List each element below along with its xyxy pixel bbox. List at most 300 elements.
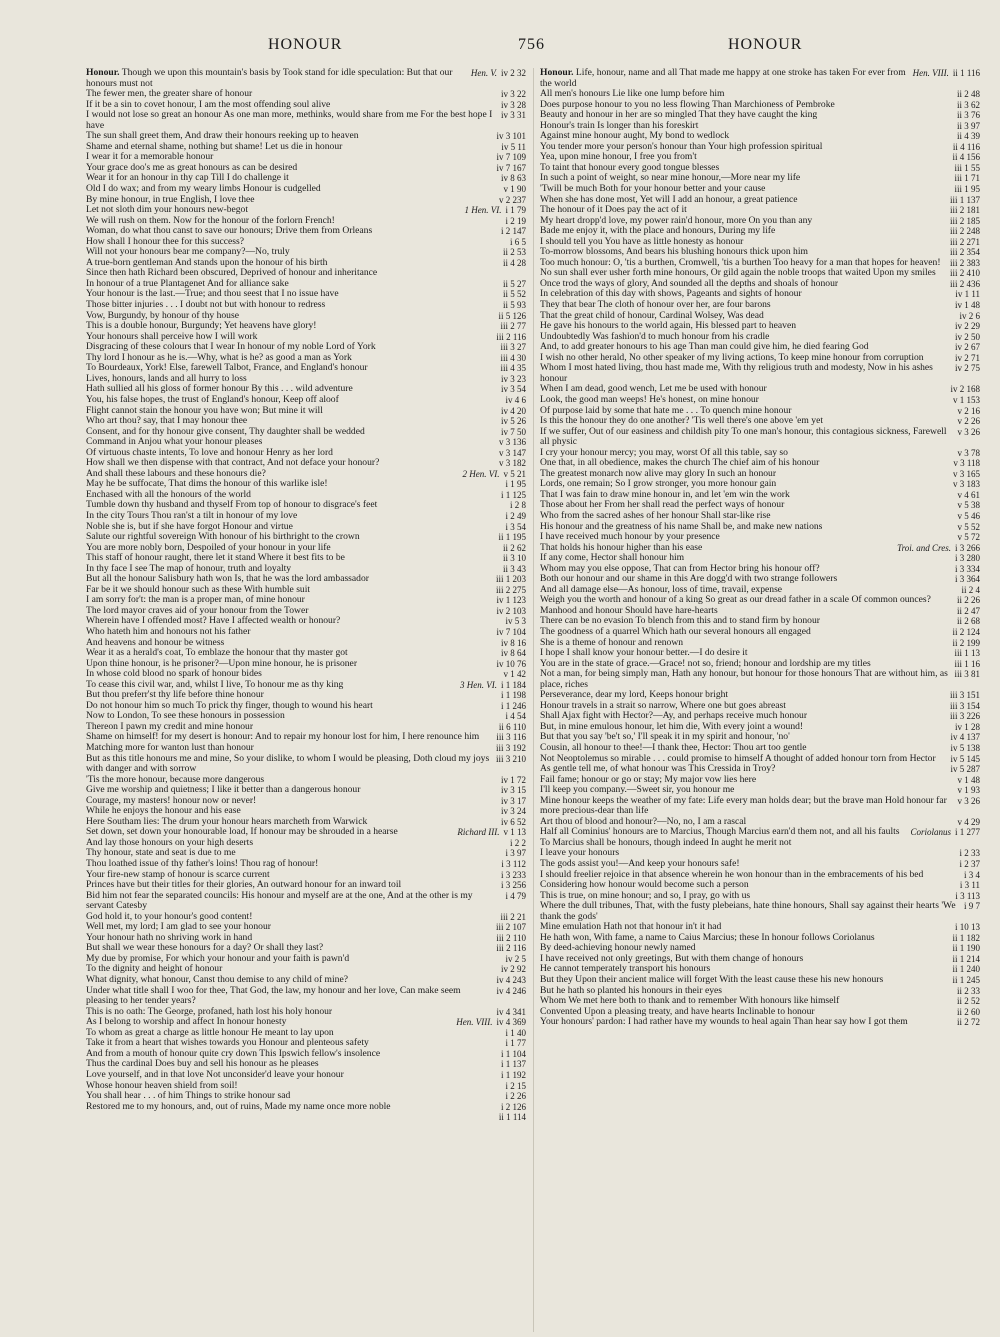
citation (954, 785, 981, 796)
quotation-text: No sun shall ever usher forth mine honours, Or gild again the noble troops that waited Upon my smiles (540, 267, 936, 279)
citation (501, 1028, 526, 1039)
quotation-text: Mine emulation Hath not that honour in't it had (540, 921, 722, 933)
citation (909, 68, 980, 79)
quotation-text: He hath won, With fame, a name to Caius Marcius; these In honour follows Coriolanus (540, 931, 875, 943)
citation (955, 859, 980, 870)
citation (492, 986, 526, 997)
citation (949, 142, 980, 153)
act-scene-line: iv 10 76 (496, 658, 526, 669)
citation (497, 817, 526, 828)
act-scene-line: iii 2 271 (949, 236, 980, 247)
quotation-text: If any come, Hector shall honour him (540, 552, 685, 564)
act-scene-line: iv 4 6 (505, 394, 526, 405)
citation (948, 954, 980, 965)
citation (953, 131, 980, 142)
quotation-text: As I belong to worship and affect In honour honesty (86, 1016, 287, 1028)
act-scene-line: iv 2 5 (505, 953, 526, 964)
citation (453, 827, 526, 838)
citation (954, 500, 981, 511)
quotation-text: Not Neoptolemus so mirable . . . could promise to himself A thought of added honour torn from Hector (540, 752, 936, 764)
act-scene-line: i 1 40 (505, 1027, 526, 1038)
header-left-keyword: HONOUR (268, 36, 343, 53)
citation (496, 321, 526, 332)
quotation-text: Mine honour keeps the weather of my fate: Life every man holds dear; but the brave man Hold honour far more precious-dear than life (540, 794, 947, 817)
citation (495, 722, 526, 733)
act-scene-line: iii 2 181 (949, 205, 980, 216)
citation (497, 1059, 526, 1070)
act-scene-line: i 4 79 (505, 890, 526, 901)
act-scene-line: i 3 256 (500, 880, 526, 891)
quotation-text: Enchased with all the honours of the world (86, 488, 251, 500)
quotation-text: I have received not only greetings, But with them change of honours (540, 952, 804, 964)
citation (497, 638, 526, 649)
act-scene-line: iv 3 22 (500, 89, 526, 100)
act-scene-line: v 3 147 (499, 447, 526, 458)
header-right-keyword: HONOUR (728, 36, 803, 53)
citation (492, 754, 526, 765)
citation (950, 669, 980, 680)
act-scene-line: iv 2 32 (500, 68, 526, 78)
act-scene-line: iii 2 354 (949, 247, 980, 258)
citation (946, 384, 980, 395)
act-scene-line: i 1 77 (505, 1038, 526, 1049)
quotation-text: Now to London, To see these honours in possession (86, 710, 285, 722)
play-title: Hen. V. (470, 68, 497, 78)
act-scene-line: v 2 16 (957, 405, 980, 416)
act-scene-line: v 3 26 (957, 795, 980, 806)
concordance-entry (540, 796, 980, 817)
citation (946, 226, 980, 237)
quotation-text: By mine honour, in true English, I love thee (86, 193, 255, 205)
citation (497, 173, 526, 184)
citation (496, 363, 526, 374)
act-scene-line: v 5 21 (503, 468, 526, 479)
citation (495, 1112, 526, 1123)
act-scene-line: v 5 38 (957, 500, 980, 511)
quotation-text: And, to add greater honours to his age Than man could give him, he died fearing God (540, 341, 869, 353)
citation (948, 933, 980, 944)
citation (951, 922, 980, 933)
quotation-text: But shall we wear these honours for a day? Or shall they last? (86, 942, 324, 954)
act-scene-line: iv 7 109 (496, 152, 526, 163)
citation (955, 848, 980, 859)
citation (497, 775, 526, 786)
act-scene-line: iv 5 3 (505, 616, 526, 627)
citation (951, 332, 980, 343)
act-scene-line: iii 4 35 (500, 363, 526, 374)
act-scene-line: iv 3 23 (500, 373, 526, 384)
act-scene-line: ii 2 47 (956, 605, 980, 616)
act-scene-line: iv 4 20 (500, 405, 526, 416)
act-scene-line: i 3 280 (954, 553, 980, 564)
act-scene-line: iii 2 110 (496, 932, 526, 943)
citation (501, 479, 526, 490)
act-scene-line: v 2 237 (499, 194, 526, 205)
act-scene-line: iii 2 436 (949, 278, 980, 289)
act-scene-line: ii 3 10 (502, 553, 526, 564)
citation (501, 891, 526, 902)
act-scene-line: iii 2 383 (949, 257, 980, 268)
act-scene-line: v 5 46 (957, 510, 980, 521)
citation (946, 279, 980, 290)
quotation-text: Does purpose honour to you no less flowing Than Marchioness of Pembroke (540, 98, 835, 110)
quotation-text: Noble she is, but if she have forgot Honour and virtue (86, 520, 293, 532)
citation (492, 1007, 526, 1018)
act-scene-line: i 4 54 (505, 711, 526, 722)
citation (951, 342, 980, 353)
column-divider (533, 68, 534, 1332)
citation (492, 922, 526, 933)
quotation-text: One that, in all obedience, makes the church The chief aim of his honour (540, 457, 820, 469)
citation (499, 279, 526, 290)
act-scene-line: v 3 183 (953, 479, 980, 490)
citation (950, 184, 980, 195)
act-scene-line: i 2 15 (505, 1080, 526, 1091)
act-scene-line: i 2 33 (959, 848, 980, 859)
citation (950, 648, 980, 659)
right-column (540, 68, 980, 1334)
quotation-text: If we suffer, Out of our easiness and childish pity To one man's honour, this contagious sickness, Farewell all physic (540, 425, 947, 448)
citation (946, 237, 980, 248)
act-scene-line: v 3 26 (957, 426, 980, 437)
act-scene-line: i 2 8 (509, 500, 526, 511)
quotation-text: Do not honour him so much To prick thy finger, though to wound his heart (86, 699, 373, 711)
quotation-text: Wherein have I offended most? Have I affected wealth or honour? (86, 615, 341, 627)
act-scene-line: iv 3 17 (500, 795, 526, 806)
citation (497, 690, 526, 701)
act-scene-line: iii 3 154 (949, 700, 980, 711)
act-scene-line: iv 5 138 (950, 743, 980, 753)
citation (951, 891, 980, 902)
citation (492, 152, 526, 163)
act-scene-line: v 1 13 (503, 827, 526, 838)
citation (496, 342, 526, 353)
quotation-text: Salute our rightful sovereign With honour of his birthright to the crown (86, 531, 360, 543)
quotation-text: Honour travels in a strait so narrow, Where one but goes abreast (540, 699, 786, 711)
citation (953, 986, 980, 997)
act-scene-line: ii 2 53 (502, 247, 526, 258)
quotation-text: I leave your honours (540, 847, 620, 859)
act-scene-line: iv 5 287 (950, 764, 980, 775)
citation (452, 1017, 526, 1028)
act-scene-line: ii 5 126 (498, 310, 526, 321)
act-scene-line: v 1 93 (957, 785, 980, 796)
act-scene-line: v 1 42 (503, 669, 526, 680)
act-scene-line: iii 1 71 (954, 173, 980, 184)
act-scene-line: i 10 13 (954, 922, 980, 933)
citation (946, 764, 980, 775)
citation (953, 110, 980, 121)
quotation-text: But as this title honours me and mine, So your dislike, to whom I would be pleasing, Doth cloud my joys with danger and with sorrow (86, 752, 490, 775)
act-scene-line: v 3 136 (499, 437, 526, 448)
quotation-text: I cry your honour mercy; you may, worst Of all this table, say so (540, 446, 788, 458)
act-scene-line: iv 7 50 (500, 426, 526, 437)
citation (951, 289, 980, 300)
quotation-text: Your fire-new stamp of honour is scarce current (86, 868, 270, 880)
act-scene-line: ii 5 52 (502, 289, 526, 300)
quotation-text: 'Twill be much Both for your honour better and your cause (540, 183, 766, 195)
act-scene-line: i 2 126 (500, 1101, 526, 1112)
citation (954, 448, 981, 459)
quotation-text: Tumble down thy husband and thyself From top of honour to disgrace's feet (86, 499, 378, 511)
citation (954, 511, 981, 522)
citation (946, 258, 980, 269)
citation (957, 585, 980, 596)
concordance-entry (86, 1091, 526, 1102)
quotation-text: The honour of it Does pay the act of it (540, 204, 687, 216)
citation (951, 363, 980, 374)
quotation-text: The greatest monarch now alive may glory In such an honour (540, 467, 777, 479)
citation (497, 880, 526, 891)
concordance-entry (540, 1017, 980, 1028)
quotation-text: Of virtuous chaste intents, To love and honour Henry as her lord (86, 446, 333, 458)
concordance-entry (86, 754, 526, 775)
act-scene-line: i 2 147 (500, 226, 526, 237)
act-scene-line: iv 2 50 (954, 331, 980, 342)
act-scene-line: iv 2 71 (954, 352, 980, 363)
quotation-text: Of purpose laid by some that hate me . . . To quench mine honour (540, 404, 792, 416)
act-scene-line: v 4 61 (957, 489, 980, 500)
citation (951, 564, 980, 575)
quotation-text: And shall these labours and these honours die? (86, 467, 266, 479)
act-scene-line: i 1 184 (500, 679, 526, 690)
quotation-text: Both our honour and our shame in this Are dogg'd with two strange followers (540, 573, 838, 585)
citation (951, 722, 980, 733)
quotation-text: Those about her From her shall read the perfect ways of honour (540, 499, 785, 511)
quotation-text: God hold it, to your honour's good content! (86, 910, 253, 922)
citation (954, 532, 981, 543)
act-scene-line: ii 1 182 (952, 932, 980, 943)
act-scene-line: v 4 29 (957, 816, 980, 827)
citation (948, 943, 980, 954)
citation (499, 553, 526, 564)
quotation-text: The lord mayor craves aid of your honour from the Tower (86, 604, 309, 616)
act-scene-line: iv 7 104 (496, 626, 526, 637)
concordance-entry (86, 743, 526, 754)
quotation-text: This is no oath: The George, profaned, hath lost his holy honour (86, 1005, 333, 1017)
running-header (0, 36, 1000, 60)
quotation-text: The sun shall greet them, And draw their honours reeking up to heaven (86, 130, 359, 142)
act-scene-line: i 2 37 (959, 859, 980, 870)
act-scene-line: iv 4 243 (496, 975, 526, 986)
citation (948, 975, 980, 986)
quotation-text: While he enjoys the honour and his ease (86, 805, 241, 817)
citation (954, 796, 981, 807)
citation (497, 785, 526, 796)
citation (492, 606, 526, 617)
act-scene-line: iv 2 75 (954, 363, 980, 374)
play-title: 2 Hen. VI. (462, 468, 500, 479)
citation (506, 500, 526, 511)
quotation-text: Beauty and honour in her are so mingled That they have caught the king (540, 109, 818, 121)
act-scene-line: iii 3 116 (496, 732, 526, 743)
quotation-text: Bade me enjoy it, with the place and honours, During my life (540, 225, 776, 237)
quotation-text: His honour and the greatness of his name Shall be, and make new nations (540, 520, 823, 532)
quotation-text: Far be it we should honour such as these With humble suit (86, 583, 311, 595)
quotation-text: In celebration of this day with shows, Pageants and sights of honour (540, 288, 802, 300)
quotation-text: Is this the honour they do one another? 'Tis well there's one above 'em yet (540, 415, 823, 427)
citation (954, 522, 981, 533)
concordance-entry (86, 300, 526, 311)
quotation-text: My due by promise, For which your honour and your faith is pawn'd (86, 952, 350, 964)
quotation-text: To cease this civil war, and, whilst I live, To honour me as thy king (86, 678, 344, 690)
citation (501, 1038, 526, 1049)
quotation-text: Disgracing of these colours that I wear In honour of my noble Lord of York (86, 341, 376, 353)
citation (495, 448, 526, 459)
citation (951, 321, 980, 332)
citation (946, 732, 980, 743)
act-scene-line: iv 5 145 (950, 753, 980, 764)
citation (955, 311, 980, 322)
act-scene-line: ii 6 110 (498, 721, 526, 732)
citation (953, 89, 980, 100)
act-scene-line: v 3 78 (957, 447, 980, 458)
quotation-text: They that bear The cloth of honour over her, are four barons (540, 299, 771, 311)
headword: Honour. (86, 68, 120, 78)
act-scene-line: iii 3 192 (495, 743, 526, 753)
citation (492, 732, 526, 743)
act-scene-line: ii 1 114 (498, 1112, 526, 1123)
quotation-text: Princes have but their titles for their glories, An outward honour for an inward toil (86, 879, 402, 891)
concordance-entry (86, 110, 526, 131)
quotation-text: If it be a sin to covet honour, I am the most offending soul alive (86, 98, 331, 110)
quotation-text: You shall hear . . . of him Things to strike honour sad (86, 1090, 291, 1102)
concordance-entry (86, 395, 526, 406)
quotation-text: I hope I shall know your honour better.—I do desire it (540, 647, 748, 659)
act-scene-line: ii 2 124 (952, 626, 980, 637)
act-scene-line: i 6 5 (509, 236, 526, 247)
act-scene-line: iii 3 210 (495, 753, 526, 764)
quotation-text: Too much honour: O, 'tis a burthen, Cromwell, 'tis a burthen Too heavy for a man that hopes for heaven! (540, 256, 941, 268)
concordance-entry (86, 1112, 526, 1123)
quotation-text: Weigh you the worth and honour of a king So great as our dread father in a scale Of common ounces? (540, 594, 931, 606)
act-scene-line: iv 8 64 (500, 648, 526, 659)
act-scene-line: iv 3 15 (500, 785, 526, 796)
act-scene-line: i 3 266 (954, 542, 980, 553)
citation (497, 964, 526, 975)
act-scene-line: i 1 95 (505, 479, 526, 490)
act-scene-line: i 1 104 (500, 1048, 526, 1059)
quotation-text: I wear it for a memorable honour (86, 151, 214, 163)
act-scene-line: iii 2 275 (495, 584, 526, 595)
act-scene-line: iii 2 410 (949, 268, 980, 279)
quotation-text: Art thou of blood and honour?—No, no, I am a rascal (540, 815, 747, 827)
concordance-entry (86, 68, 526, 89)
act-scene-line: iv 2 67 (954, 342, 980, 353)
act-scene-line: ii 2 33 (956, 985, 980, 996)
quotation-text: I am sorry for't: the man is a proper man, of mine honour (86, 594, 305, 606)
act-scene-line: v 5 52 (957, 521, 980, 532)
act-scene-line: ii 1 195 (498, 532, 526, 543)
citation (492, 595, 526, 606)
citation (960, 901, 980, 912)
citation (948, 964, 980, 975)
citation (946, 690, 980, 701)
citation (492, 131, 526, 142)
quotation-text: My heart dropp'd love, my power rain'd honour, more On you than any (540, 214, 813, 226)
citation (946, 743, 980, 754)
citation (906, 827, 980, 838)
quotation-text: By deed-achieving honour newly named (540, 942, 696, 954)
act-scene-line: i 3 97 (505, 848, 526, 859)
act-scene-line: ii 4 116 (952, 141, 980, 152)
quotation-text: Hath sullied all his gloss of former honour By this . . . wild adventure (86, 383, 353, 395)
citation (497, 1102, 526, 1113)
act-scene-line: v 1 48 (957, 774, 980, 785)
act-scene-line: iii 1 13 (954, 648, 980, 659)
act-scene-line: iv 6 52 (500, 816, 526, 827)
quotation-text: To-morrow blossoms, And bears his blushing honours thick upon him (540, 246, 808, 258)
act-scene-line: iv 4 137 (950, 732, 980, 743)
citation (495, 458, 526, 469)
quotation-text: Take it from a heart that wishes towards you Honour and plenteous safety (86, 1037, 369, 1049)
quotation-text: Your honour hath no shriving work in hand (86, 931, 253, 943)
act-scene-line: ii 3 97 (956, 120, 980, 131)
citation (499, 564, 526, 575)
act-scene-line: ii 3 76 (956, 110, 980, 121)
act-scene-line: ii 2 68 (956, 616, 980, 627)
act-scene-line: i 3 54 (505, 521, 526, 532)
citation (500, 184, 527, 195)
citation (946, 268, 980, 279)
citation (456, 680, 526, 691)
quotation-text: And lay those honours on your high deserts (86, 836, 254, 848)
act-scene-line: i 1 198 (500, 690, 526, 701)
quotation-text: He gave his honours to the world again, His blessed part to heaven (540, 320, 797, 332)
citation (949, 458, 980, 469)
quotation-text: Thus the cardinal Does buy and sell his honour as he pleases (86, 1058, 319, 1070)
quotation-text: Perseverance, dear my lord, Keeps honour bright (540, 689, 729, 701)
quotation-text: Thy honour, state and seat is due to me (86, 847, 236, 859)
quotation-text: Woman, do what thou canst to save our honours; Drive them from Orleans (86, 225, 373, 237)
concordance-entry (86, 627, 526, 638)
act-scene-line: ii 1 190 (952, 943, 980, 954)
citation (496, 353, 526, 364)
citation (948, 152, 980, 163)
citation (492, 975, 526, 986)
concordance-entry (540, 827, 980, 848)
quotation-text: Thou loathed issue of thy father's loins! Thou rag of honour! (86, 858, 319, 870)
concordance-entry (540, 669, 980, 690)
quotation-text: But, in mine emulous honour, let him die, With every joint a wound! (540, 720, 804, 732)
quotation-text: There can be no evasion To blench from this and to stand firm by honour (540, 615, 820, 627)
act-scene-line: i 1 277 (954, 827, 980, 838)
quotation-text: This is true, on mine honour; and so, I pray, go with us (540, 889, 751, 901)
act-scene-line: ii 1 116 (952, 68, 980, 78)
act-scene-line: i 2 2 (509, 837, 526, 848)
concordance-entry (86, 859, 526, 870)
citation (497, 648, 526, 659)
citation (954, 775, 981, 786)
act-scene-line: iii 2 116 (496, 943, 526, 954)
quotation-text: Who from the sacred ashes of her honour Shall star-like rise (540, 509, 771, 521)
citation (954, 416, 981, 427)
citation (948, 638, 980, 649)
act-scene-line: iv 8 16 (500, 637, 526, 648)
quotation-text: Courage, my masters! honour now or never! (86, 794, 257, 806)
citation (496, 912, 526, 923)
quotation-text: And from a mouth of honour quite cry down This Ipswich fellow's insolence (86, 1047, 381, 1059)
act-scene-line: iv 2 92 (500, 964, 526, 975)
quotation-text: Convented Upon a pleasing treaty, and have hearts Inclinable to honour (540, 1005, 815, 1017)
citation (953, 996, 980, 1007)
quotation-text: A true-born gentleman And stands upon the honour of his birth (86, 256, 328, 268)
act-scene-line: i 2 19 (505, 215, 526, 226)
citation (953, 1017, 980, 1028)
quotation-text: Considering how honour would become such a person (540, 879, 749, 891)
concordance-entry (86, 511, 526, 522)
citation (954, 817, 981, 828)
